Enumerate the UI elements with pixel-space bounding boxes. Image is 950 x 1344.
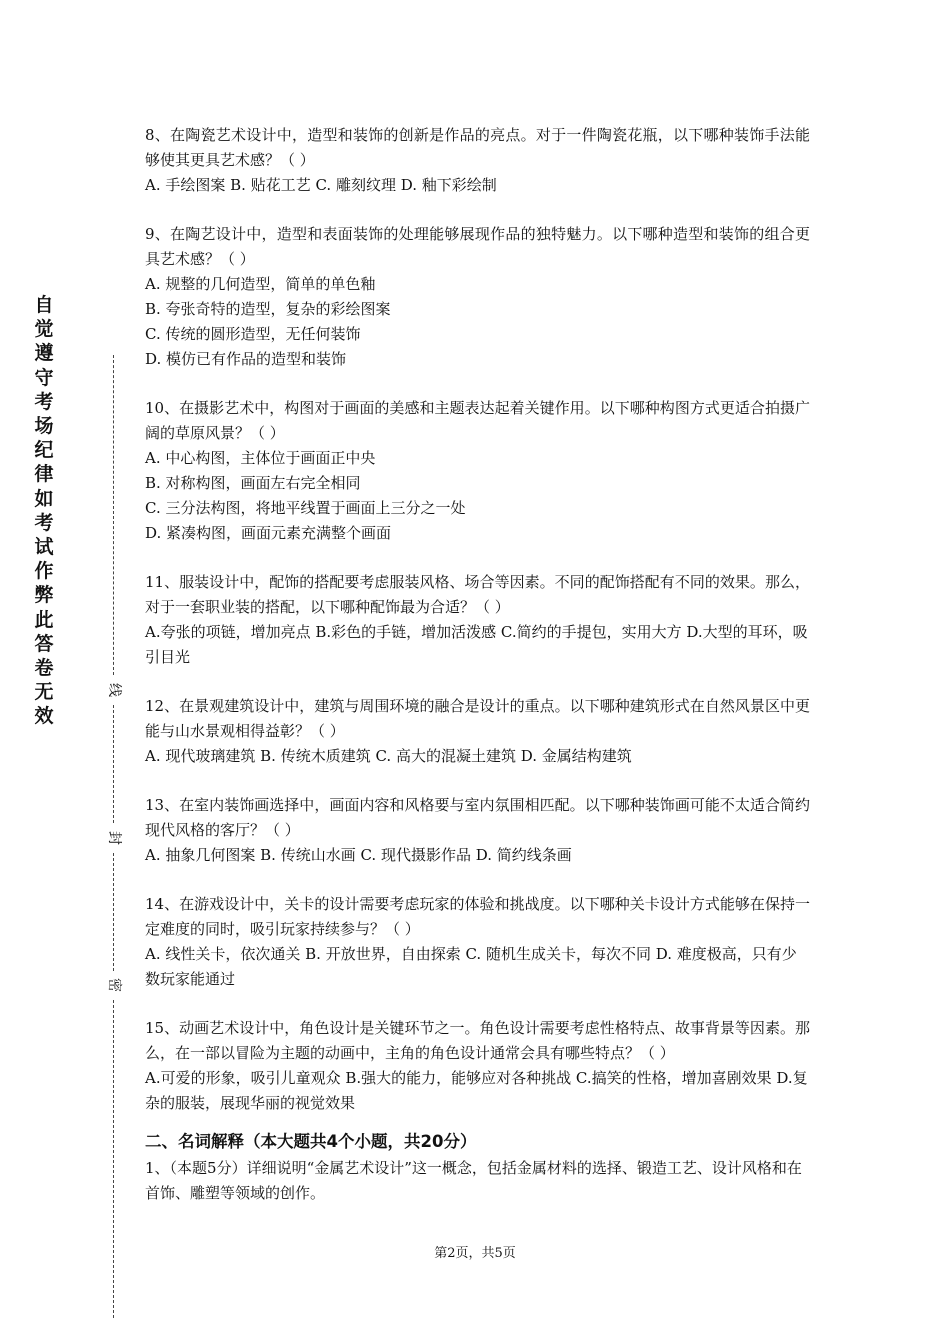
option-a: A. 规整的几何造型，简单的单色釉 [145, 275, 376, 293]
option-c: C. 传统的圆形造型，无任何装饰 [145, 325, 361, 343]
question-11 [145, 570, 810, 670]
question-8 [145, 123, 810, 198]
binding-dashed-line [113, 853, 114, 971]
option-b: B. 对称构图，画面左右完全相同 [145, 474, 361, 492]
question-stem: 11、服装设计中，配饰的搭配要考虑服装风格、场合等因素。不同的配饰搭配有不同的效果。那么，对于一套职业装的搭配，以下哪种配饰最为合适？（ ） [145, 573, 810, 616]
question-10 [145, 396, 810, 546]
binding-dashed-line [113, 1000, 114, 1318]
binding-label-seal: 封 [106, 831, 122, 845]
question-15 [145, 1016, 810, 1116]
question-stem: 10、在摄影艺术中，构图对于画面的美感和主题表达起着关键作用。以下哪种构图方式更适合拍摄广阔的草原风景？（ ） [145, 399, 810, 442]
question-stem: 15、动画艺术设计中，角色设计是关键环节之一。角色设计需要考虑性格特点、故事背景等因素。那么，在一部以冒险为主题的动画中，主角的角色设计通常会具有哪些特点？（ ） [145, 1019, 810, 1062]
question-9 [145, 222, 810, 372]
option-d: D. 模仿已有作品的造型和装饰 [145, 350, 347, 368]
binding-label-secret: 密 [106, 978, 122, 992]
term-question-1: 1、（本题5分）详细说明“金属艺术设计”这一概念，包括金属材料的选择、锻造工艺、设计风格和在首饰、雕塑等领域的创作。 [145, 1159, 802, 1202]
option-b: B. 夸张奇特的造型，复杂的彩绘图案 [145, 300, 391, 318]
question-options: A. 手绘图案 B. 贴花工艺 C. 雕刻纹理 D. 釉下彩绘制 [145, 176, 497, 194]
option-a: A. 中心构图，主体位于画面正中央 [145, 449, 376, 467]
binding-label-line: 线 [106, 683, 122, 697]
question-stem: 13、在室内装饰画选择中，画面内容和风格要与室内氛围相匹配。以下哪种装饰画可能不太适合简约现代风格的客厅？（ ） [145, 796, 810, 839]
question-stem: 9、在陶艺设计中，造型和表面装饰的处理能够展现作品的独特魅力。以下哪种造型和装饰的组合更具艺术感？（ ） [145, 225, 810, 268]
question-options: A. 线性关卡，依次通关 B. 开放世界，自由探索 C. 随机生成关卡，每次不同 D. 难度极高，只有少数玩家能通过 [145, 945, 797, 988]
question-stem: 12、在景观建筑设计中，建筑与周围环境的融合是设计的重点。以下哪种建筑形式在自然风景区中更能与山水景观相得益彰？（ ） [145, 697, 810, 740]
binding-dashed-line [113, 355, 114, 675]
question-14 [145, 892, 810, 992]
option-c: C. 三分法构图，将地平线置于画面上三分之一处 [145, 499, 466, 517]
exam-content [145, 123, 810, 1206]
section-title: 二、名词解释（本大题共4个小题，共20分） [145, 1132, 477, 1151]
question-stem: 14、在游戏设计中，关卡的设计需要考虑玩家的体验和挑战度。以下哪种关卡设计方式能够在保持一定难度的同时，吸引玩家持续参与？（ ） [145, 895, 810, 938]
question-13 [145, 793, 810, 868]
question-12 [145, 694, 810, 769]
binding-dashed-line [113, 705, 114, 823]
question-stem: 8、在陶瓷艺术设计中，造型和装饰的创新是作品的亮点。对于一件陶瓷花瓶，以下哪种装饰手法能够使其更具艺术感？（ ） [145, 126, 810, 169]
option-d: D. 紧凑构图，画面元素充满整个画面 [145, 524, 392, 542]
question-options: A.可爱的形象，吸引儿童观众 B.强大的能力，能够应对各种挑战 C.搞笑的性格，增加喜剧效果 D.复杂的服装，展现华丽的视觉效果 [145, 1069, 808, 1112]
page-number: 第2页，共5页 [434, 1246, 516, 1261]
exam-discipline-warning: 自觉遵守考场纪律如考试作弊此答卷无效 [34, 294, 54, 728]
question-options: A.夸张的项链，增加亮点 B.彩色的手链，增加活泼感 C.简约的手提包，实用大方 D.大型的耳环，吸引目光 [145, 623, 808, 666]
question-options: A. 抽象几何图案 B. 传统山水画 C. 现代摄影作品 D. 简约线条画 [145, 846, 572, 864]
question-options: A. 现代玻璃建筑 B. 传统木质建筑 C. 高大的混凝土建筑 D. 金属结构建筑 [145, 747, 632, 765]
